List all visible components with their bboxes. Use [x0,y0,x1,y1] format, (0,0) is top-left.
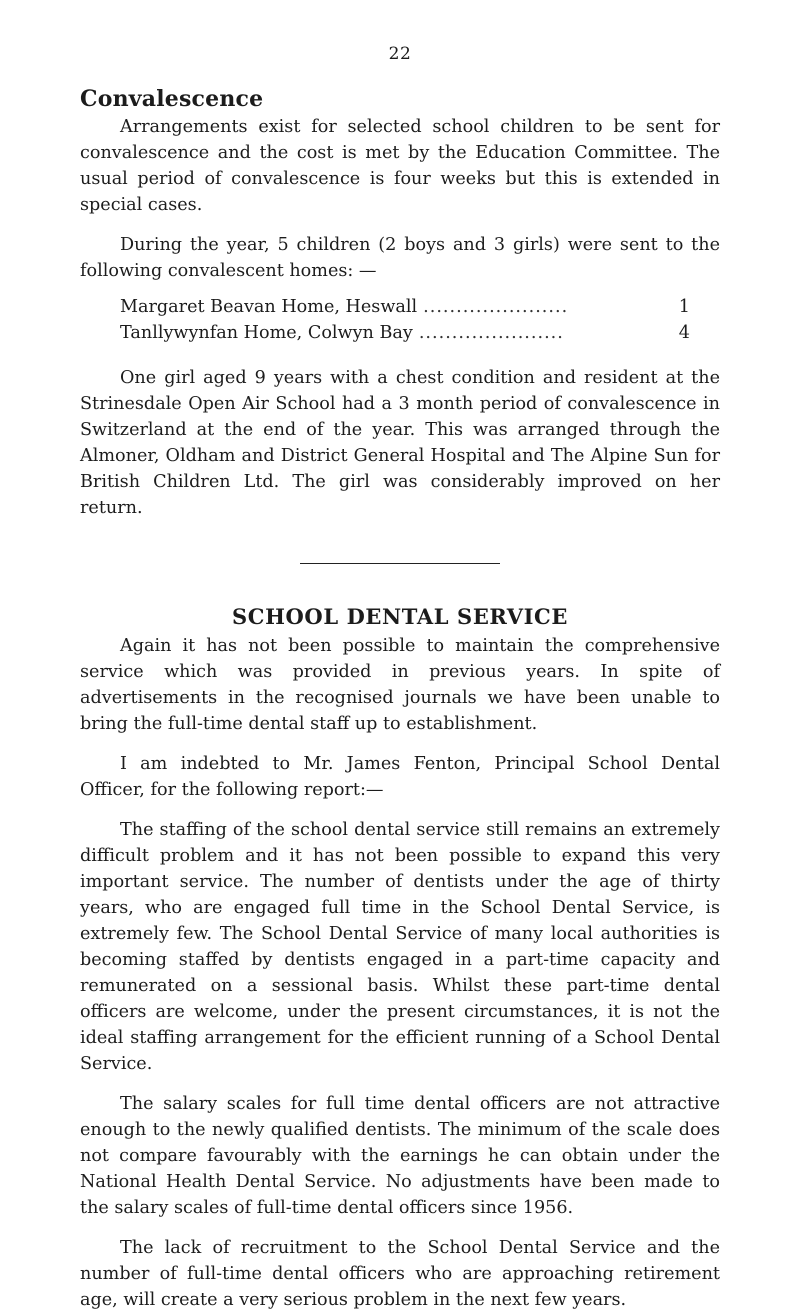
dental-service-heading: SCHOOL DENTAL SERVICE [232,604,568,629]
convalescence-paragraph: During the year, 5 children (2 boys and 3 girls) were sent to the following convalescent homes: — [80,235,720,281]
dental-paragraph: I am indebted to Mr. James Fenton, Principal School Dental Officer, for the following report:— [80,754,720,800]
dental-paragraph: The lack of recruitment to the School Dental Service and the number of full-time dental officers who are approaching retirement age, will create a very serious problem in the next few years. [80,1238,720,1310]
list-item [120,320,690,346]
dental-paragraph: The salary scales for full time dental officers are not attractive enough to the newly qualified dentists. The minimum of the scale does not compare favourably with the earnings he can obtain under the National Health Dental Service. No adjustments have been made to the salary scales of full-time dental officers since 1956. [80,1094,720,1218]
section-divider [300,563,500,564]
list-item [120,294,690,320]
page-number: 22 [388,44,412,64]
convalescence-paragraph: Arrangements exist for selected school children to be sent for convalescence and the cost is met by the Education Committee. The usual period of convalescence is four weeks but this is extended in special cases. [80,117,720,215]
leader-dots: ...................... [418,323,564,343]
convalescence-paragraph: One girl aged 9 years with a chest condition and resident at the Strinesdale Open Air School had a 3 month period of convalescence in Switzerland at the end of the year. This was arranged through the Almoner, Oldham and District General Hospital and The Alpine Sun for British Children Ltd. The girl was considerably improved on her return. [80,368,720,518]
leader-dots: ...................... [423,297,569,317]
home-name: Margaret Beavan Home, Heswall [120,297,418,317]
convalescent-homes-list [120,294,690,346]
home-count: 1 [678,297,690,317]
dental-paragraph: The staffing of the school dental service still remains an extremely difficult problem and it has not been possible to expand this very important service. The number of dentists under the age of thirty years, who are engaged full time in the School Dental Service, is extremely few. The School Dental Service of many local authorities is becoming staffed by dentists engaged in a part-time capacity and remunerated on a sessional basis. Whilst these part-time dental officers are welcome, under the present circumstances, it is not the ideal staffing arrangement for the efficient running of a School Dental Service. [80,820,720,1074]
home-count: 4 [678,323,690,343]
home-name: Tanllywynfan Home, Colwyn Bay [120,323,413,343]
convalescence-heading: Convalescence [80,86,264,112]
dental-paragraph: Again it has not been possible to maintain the comprehensive service which was provided in previous years. In spite of advertisements in the recognised journals we have been unable to bring the full-time dental staff up to establishment. [80,636,720,734]
page-content [80,86,720,1313]
